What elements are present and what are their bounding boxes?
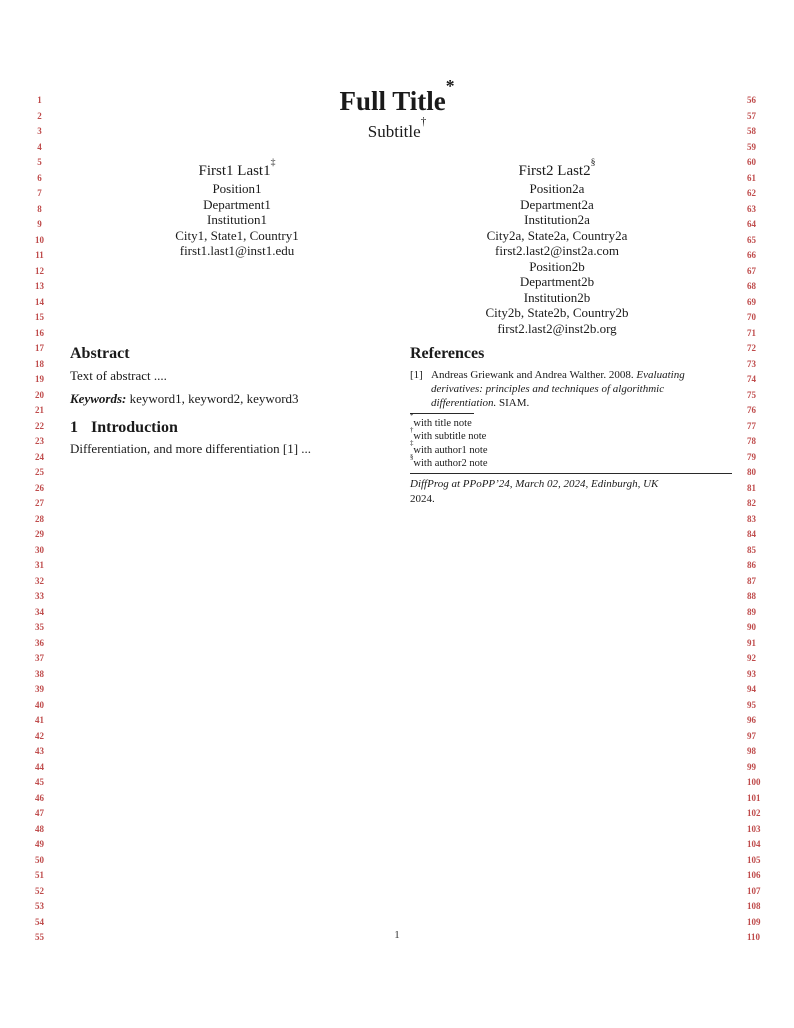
line-number: 106 <box>747 870 761 880</box>
line-number: 89 <box>747 606 756 617</box>
footnote-text: with subtitle note <box>413 431 487 443</box>
line-number: 30 <box>35 544 44 555</box>
author-name-text: First2 Last2 <box>518 163 591 179</box>
author-affiliation-line: Position2b <box>529 258 585 274</box>
line-number: 71 <box>747 327 756 338</box>
line-number: 66 <box>747 250 756 260</box>
introduction-text: Differentiation, and more differentiation [1] ... <box>70 441 312 456</box>
line-number: 4 <box>37 141 42 152</box>
line-number: 16 <box>35 327 44 338</box>
line-number: 8 <box>37 203 42 214</box>
line-number: 73 <box>747 358 756 369</box>
author-affiliation-line: Position2a <box>529 181 585 196</box>
line-number: 97 <box>747 730 756 741</box>
line-number: 7 <box>37 188 42 198</box>
reference-body <box>431 368 732 410</box>
line-number: 22 <box>35 420 44 431</box>
line-number: 43 <box>35 746 44 756</box>
line-number: 90 <box>747 622 756 632</box>
author-affiliation-line: Department1 <box>203 196 271 212</box>
line-number: 48 <box>35 823 44 834</box>
line-numbers-right <box>747 93 773 946</box>
line-number: 33 <box>35 591 44 601</box>
line-number: 98 <box>747 746 756 756</box>
line-number: 67 <box>747 265 756 276</box>
section-number: 1 <box>70 419 78 436</box>
line-number: 46 <box>35 792 44 803</box>
line-number: 40 <box>35 699 44 710</box>
conference-note: DiffProg at PPoPP’24, March 02, 2024, Edinburgh, UK <box>410 477 659 490</box>
line-number: 31 <box>35 560 44 570</box>
keywords-text: keyword1, keyword2, keyword3 <box>129 391 299 406</box>
line-number: 102 <box>747 808 761 818</box>
footnote-mark: ‡ <box>410 440 414 448</box>
line-number: 18 <box>35 358 44 369</box>
line-number: 80 <box>747 467 756 477</box>
page-number: 1 <box>394 929 400 941</box>
footnote-separator-rule <box>410 413 474 414</box>
keywords-line <box>70 391 386 407</box>
line-number: 56 <box>747 95 756 105</box>
line-number: 74 <box>747 374 756 384</box>
line-number: 27 <box>35 498 44 508</box>
references-list <box>410 368 732 410</box>
line-number: 76 <box>747 405 756 415</box>
line-number: 42 <box>35 730 44 741</box>
line-number: 6 <box>37 172 42 183</box>
line-number: 63 <box>747 203 756 214</box>
line-number: 94 <box>747 684 756 694</box>
line-number: 2 <box>37 110 42 121</box>
line-number: 10 <box>35 234 44 245</box>
line-number: 52 <box>35 885 44 896</box>
line-number: 19 <box>35 374 44 384</box>
line-number: 14 <box>35 296 44 307</box>
line-number: 91 <box>747 637 756 648</box>
footnote-text: with author2 note <box>413 458 488 470</box>
line-number: 100 <box>747 777 761 787</box>
line-number: 75 <box>747 389 756 400</box>
author-note-mark: ‡ <box>270 156 276 168</box>
line-number: 77 <box>747 420 756 431</box>
paper-title <box>0 76 794 117</box>
line-number: 23 <box>35 436 44 446</box>
section-title: Introduction <box>91 419 178 436</box>
line-number: 85 <box>747 544 756 555</box>
author-name <box>70 156 404 181</box>
reference-authors-year: Andreas Griewank and Andrea Walther. 2008. <box>431 369 634 381</box>
author-affiliation-line: first2.last2@inst2a.com <box>495 243 619 258</box>
line-number: 9 <box>37 219 42 229</box>
line-number: 70 <box>747 312 756 322</box>
line-number: 93 <box>747 668 756 679</box>
references-heading: References <box>410 345 485 362</box>
line-number: 25 <box>35 467 44 477</box>
line-number: 84 <box>747 529 756 539</box>
title-note-mark: * <box>445 76 455 97</box>
footnote <box>410 413 732 430</box>
left-column <box>70 344 386 457</box>
line-number: 55 <box>35 932 44 942</box>
footnote <box>410 440 732 457</box>
footnote <box>410 453 732 470</box>
line-number: 105 <box>747 854 761 865</box>
footnote-mark: † <box>410 426 414 434</box>
line-number: 107 <box>747 885 761 896</box>
line-number: 54 <box>35 916 44 927</box>
author-affiliation-lines <box>390 181 724 336</box>
line-number: 58 <box>747 126 756 136</box>
introduction-heading <box>70 418 386 438</box>
line-number: 82 <box>747 498 756 508</box>
line-number: 29 <box>35 529 44 539</box>
line-number: 38 <box>35 668 44 679</box>
author-affiliation-line: Institution1 <box>207 212 267 227</box>
reference-publisher: SIAM. <box>499 397 530 409</box>
paper-subtitle <box>0 116 794 143</box>
line-number: 45 <box>35 777 44 787</box>
author-block-1 <box>70 156 404 259</box>
line-number: 81 <box>747 482 756 493</box>
line-number: 104 <box>747 839 761 849</box>
line-number: 57 <box>747 110 756 121</box>
paper-subtitle-text: Subtitle <box>367 122 421 141</box>
author-affiliation-line: City2a, State2a, Country2a <box>486 227 628 243</box>
author-name <box>390 156 724 181</box>
keywords-label: Keywords: <box>70 391 127 406</box>
line-number: 83 <box>747 513 756 524</box>
line-number: 110 <box>747 932 761 942</box>
line-number: 39 <box>35 684 44 694</box>
author-affiliation-line: Institution2a <box>524 212 590 227</box>
author-affiliation-line: City2b, State2b, Country2b <box>485 305 629 320</box>
line-number: 65 <box>747 234 756 245</box>
line-number: 12 <box>35 265 44 276</box>
line-number: 86 <box>747 560 756 570</box>
line-number: 1 <box>37 95 42 105</box>
reference-entry <box>410 368 732 410</box>
abstract-heading: Abstract <box>70 345 130 362</box>
line-number: 99 <box>747 761 756 772</box>
author-affiliation-line: City1, State1, Country1 <box>175 227 299 243</box>
line-number: 44 <box>35 761 44 772</box>
line-number: 3 <box>37 126 42 136</box>
line-number: 61 <box>747 172 756 183</box>
reference-label: [1] <box>410 369 423 381</box>
line-number: 60 <box>747 157 756 167</box>
line-number: 92 <box>747 653 756 663</box>
line-number: 17 <box>35 343 44 353</box>
title-block <box>0 76 794 143</box>
line-number: 96 <box>747 715 756 725</box>
line-number: 49 <box>35 839 44 849</box>
author-block-2 <box>390 156 724 336</box>
line-number: 108 <box>747 901 761 911</box>
line-number: 24 <box>35 451 44 462</box>
line-number: 15 <box>35 312 44 322</box>
line-number: 109 <box>747 916 761 927</box>
line-number: 37 <box>35 653 44 663</box>
author-affiliation-line: first2.last2@inst2b.org <box>497 320 617 336</box>
author-affiliation-lines <box>70 181 404 259</box>
reference-title: Evaluating derivatives: principles and techniques of algorithmic differentiation. <box>431 369 685 409</box>
line-number: 59 <box>747 141 756 152</box>
subtitle-note-mark: † <box>420 116 427 129</box>
line-number: 11 <box>35 250 44 260</box>
footnote-text: with title note <box>413 418 472 429</box>
conference-year: 2024. <box>410 492 435 505</box>
line-number: 103 <box>747 823 761 834</box>
footnote-mark: § <box>410 453 414 461</box>
line-number: 68 <box>747 281 756 291</box>
line-number: 87 <box>747 575 756 586</box>
line-number: 28 <box>35 513 44 524</box>
line-number: 72 <box>747 343 756 353</box>
line-number: 88 <box>747 591 756 601</box>
author-affiliation-line: Department2b <box>519 274 595 289</box>
line-number: 64 <box>747 219 756 229</box>
author-affiliation-line: Institution2b <box>523 289 591 305</box>
abstract-text: Text of abstract .... <box>70 368 167 383</box>
line-number: 34 <box>35 606 44 617</box>
right-column <box>410 344 732 507</box>
line-number: 41 <box>35 715 44 725</box>
footnotes-list <box>410 413 732 471</box>
line-number: 69 <box>747 296 756 307</box>
paper-title-text: Full Title <box>339 86 446 116</box>
line-number: 35 <box>35 622 44 632</box>
line-number: 78 <box>747 436 756 446</box>
line-number: 36 <box>35 637 44 648</box>
author-note-mark: § <box>590 156 596 168</box>
line-number: 50 <box>35 854 44 865</box>
line-number: 5 <box>37 157 42 167</box>
line-number: 26 <box>35 482 44 493</box>
footnote-mark: * <box>410 413 414 421</box>
line-number: 79 <box>747 451 756 462</box>
line-number: 20 <box>35 389 44 400</box>
line-number: 101 <box>747 792 761 803</box>
author-name-text: First1 Last1 <box>198 163 271 179</box>
line-number: 21 <box>35 405 44 415</box>
line-number: 32 <box>35 575 44 586</box>
line-number: 13 <box>35 281 44 291</box>
line-numbers-left <box>29 93 50 946</box>
footnote-text: with author1 note <box>413 444 488 456</box>
author-affiliation-line: Position1 <box>212 181 262 196</box>
copyright-separator-rule <box>410 473 732 474</box>
line-number: 95 <box>747 699 756 710</box>
line-number: 47 <box>35 808 44 818</box>
footnote <box>410 426 732 443</box>
line-number: 51 <box>35 870 44 880</box>
author-affiliation-line: first1.last1@inst1.edu <box>179 243 295 258</box>
line-number: 53 <box>35 901 44 911</box>
author-affiliation-line: Department2a <box>520 196 594 212</box>
line-number: 62 <box>747 188 756 198</box>
